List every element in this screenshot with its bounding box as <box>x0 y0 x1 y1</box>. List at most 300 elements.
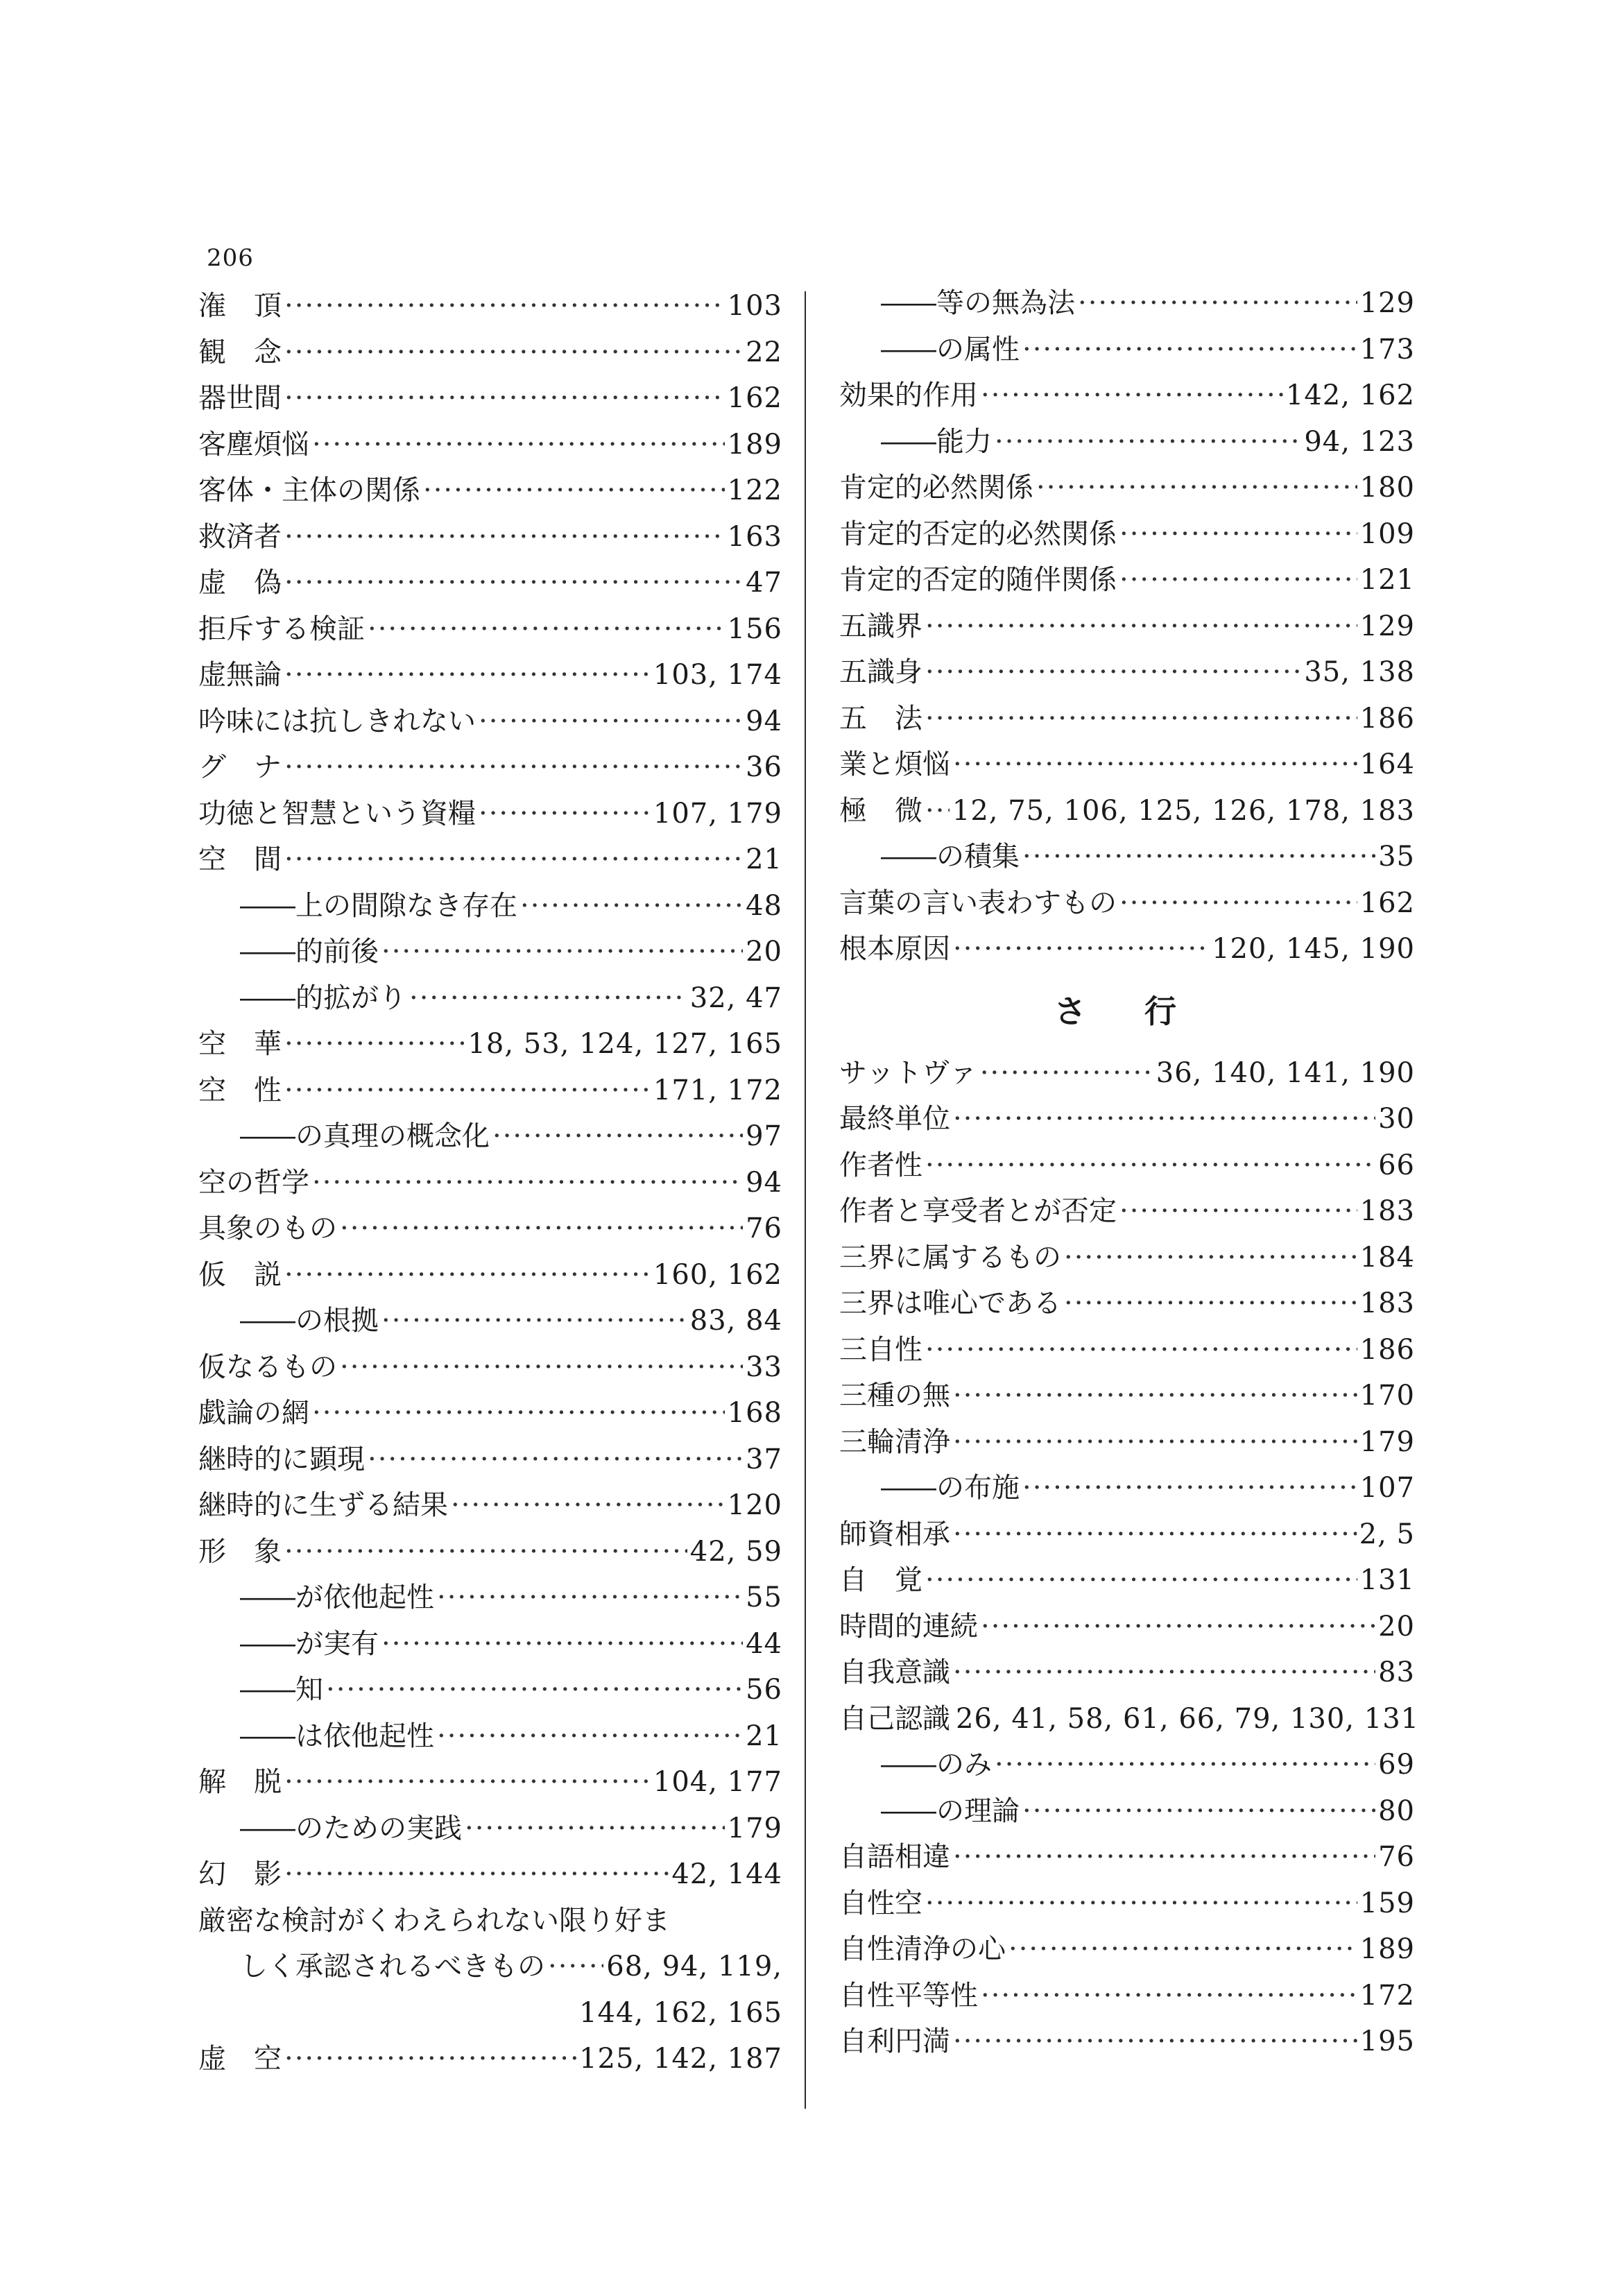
entry-pages: 189 <box>727 428 782 461</box>
index-entry <box>839 1280 1415 1327</box>
dot-leader <box>953 1834 1375 1881</box>
entry-term: ――等の無為法 <box>881 287 1075 319</box>
index-entry <box>198 1068 782 1114</box>
index-entry <box>839 465 1415 511</box>
entry-term: 最終単位 <box>839 1103 950 1135</box>
entry-term: 救済者 <box>198 520 282 553</box>
entry-pages: 103 <box>727 290 782 322</box>
entry-pages: 122 <box>727 474 782 506</box>
index-entry <box>839 1926 1415 1973</box>
entry-pages: 2, 5 <box>1359 1518 1415 1550</box>
index-entry <box>839 880 1415 927</box>
entry-pages: 120, 145, 190 <box>1212 933 1415 965</box>
entry-pages: 21 <box>746 1720 782 1752</box>
entry-term: 戯論の網 <box>198 1397 309 1429</box>
index-entry <box>198 1021 782 1068</box>
entry-pages: 184 <box>1359 1241 1415 1274</box>
entry-term: 空 華 <box>198 1028 282 1060</box>
index-entry <box>839 1973 1415 2019</box>
entry-pages: 56 <box>746 1674 782 1706</box>
entry-pages: 18, 53, 124, 127, 165 <box>467 1028 782 1060</box>
dot-leader <box>953 742 1357 788</box>
entry-term: 作者性 <box>839 1149 922 1181</box>
dot-leader <box>284 1759 651 1806</box>
entry-pages: 66 <box>1378 1149 1415 1181</box>
entry-pages: 103, 174 <box>653 659 782 691</box>
dot-leader <box>381 1298 687 1344</box>
index-entry <box>198 375 782 422</box>
entry-term-line1: 厳密な検討がくわえられない限り好ま <box>198 1904 670 1937</box>
index-subentry <box>839 419 1415 465</box>
entry-pages: 129 <box>1359 287 1415 319</box>
index-entry <box>839 2019 1415 2065</box>
entry-pages: 163 <box>727 520 782 553</box>
entry-term: 客体・主体の関係 <box>198 474 420 506</box>
entry-pages: 12, 75, 106, 125, 126, 178, 183 <box>952 794 1415 827</box>
entry-term: 三輪清浄 <box>839 1425 950 1458</box>
dot-leader <box>995 419 1301 465</box>
entry-term: 自性空 <box>839 1887 922 1919</box>
entry-term: 仮 説 <box>198 1258 282 1291</box>
entry-pages: 55 <box>746 1582 782 1613</box>
index-entry-multiline <box>198 1898 782 2037</box>
entry-pages: 156 <box>727 612 782 645</box>
entry-pages: 26, 41, 58, 61, 66, 79, 130, 131 <box>956 1702 1420 1735</box>
entry-term: ――は依他起性 <box>240 1720 434 1752</box>
entry-term: 五識身 <box>839 656 922 688</box>
dot-leader <box>981 372 1283 419</box>
index-entry <box>839 1327 1415 1373</box>
index-entry <box>198 2036 782 2082</box>
dot-leader <box>953 1650 1375 1696</box>
entry-term: 自性清浄の心 <box>839 1933 1006 1965</box>
entry-term: グ ナ <box>198 751 282 783</box>
dot-leader <box>284 652 651 699</box>
entry-pages: 173 <box>1359 333 1415 366</box>
index-entry <box>839 1557 1415 1604</box>
entry-term: しく承認されるべきもの <box>240 1951 545 1982</box>
dot-leader <box>953 926 1209 973</box>
entry-pages: 195 <box>1359 2025 1415 2057</box>
dot-leader <box>340 1344 743 1391</box>
index-entry <box>198 514 782 560</box>
column-divider <box>805 291 806 2109</box>
index-entry <box>839 1142 1415 1189</box>
index-subentry <box>198 1713 782 1760</box>
index-column-right <box>839 280 1420 2065</box>
dot-leader <box>465 1806 725 1852</box>
dot-leader <box>326 1667 743 1713</box>
entry-pages: 142, 162 <box>1285 379 1415 411</box>
index-entry <box>839 1511 1415 1558</box>
dot-leader <box>312 1160 743 1206</box>
entry-pages-continued: 144, 162, 165 <box>579 1996 782 2029</box>
dot-leader <box>451 1482 725 1529</box>
entry-term: 観 念 <box>198 336 282 368</box>
entry-term: 業と煩悩 <box>839 748 950 780</box>
index-entry <box>839 1696 1420 1742</box>
entry-term: ――の布施 <box>881 1472 1020 1504</box>
entry-term: ――能力 <box>881 425 992 458</box>
entry-pages: 21 <box>746 843 782 875</box>
entry-pages: 97 <box>746 1120 782 1152</box>
entry-pages: 35 <box>1378 841 1415 873</box>
entry-term: 自語相違 <box>839 1841 950 1873</box>
index-entry <box>839 696 1415 742</box>
index-subentry <box>839 834 1415 880</box>
index-entry <box>198 1252 782 1299</box>
entry-term: 空の哲学 <box>198 1166 309 1199</box>
dot-leader <box>1119 880 1357 927</box>
entry-pages: 179 <box>1359 1425 1415 1458</box>
index-entry <box>198 1851 782 1898</box>
dot-leader <box>925 696 1357 742</box>
index-subentry <box>198 929 782 975</box>
entry-term: ――的前後 <box>240 936 379 968</box>
entry-term: 具象のもの <box>198 1213 337 1244</box>
entry-term: 時間的連続 <box>839 1610 978 1643</box>
entry-pages: 22 <box>746 336 782 368</box>
entry-term: 解 脱 <box>198 1766 282 1798</box>
page-number: 206 <box>207 244 254 272</box>
entry-pages: 69 <box>1378 1749 1415 1781</box>
index-entry <box>839 649 1415 696</box>
index-subentry <box>198 1575 782 1621</box>
dot-leader <box>925 1142 1375 1189</box>
entry-term: 肯定的必然関係 <box>839 472 1033 504</box>
index-subentry <box>198 883 782 929</box>
entry-pages: 80 <box>1378 1794 1415 1827</box>
entry-term: ――のための実践 <box>240 1812 462 1844</box>
dot-leader <box>437 1713 743 1760</box>
dot-leader <box>284 1252 651 1299</box>
entry-pages: 180 <box>1359 472 1415 504</box>
dot-leader <box>423 468 725 514</box>
dot-leader <box>1119 1188 1357 1235</box>
entry-pages: 94 <box>746 1166 782 1199</box>
entry-pages: 121 <box>1359 564 1415 596</box>
dot-leader <box>284 329 743 376</box>
index-entry <box>198 606 782 653</box>
entry-pages: 20 <box>746 936 782 968</box>
entry-pages: 76 <box>1378 1841 1415 1873</box>
entry-term: 効果的作用 <box>839 379 978 411</box>
dot-leader <box>284 744 743 791</box>
entry-pages: 172 <box>1359 1979 1415 2012</box>
dot-leader <box>284 837 743 883</box>
index-entry <box>839 603 1415 650</box>
dot-leader <box>1022 1788 1375 1835</box>
entry-term: 継時的に顕現 <box>198 1443 365 1475</box>
entry-pages: 186 <box>1359 1333 1415 1366</box>
dot-leader <box>953 2019 1357 2065</box>
entry-term: 空 間 <box>198 843 282 875</box>
entry-pages: 48 <box>746 889 782 922</box>
entry-pages: 120 <box>727 1489 782 1521</box>
entry-line2 <box>198 1944 782 1990</box>
entry-term: ――知 <box>240 1674 323 1706</box>
entry-pages: 183 <box>1359 1195 1415 1227</box>
entry-term: 形 象 <box>198 1535 282 1568</box>
index-entry <box>839 372 1415 419</box>
entry-pages: 171, 172 <box>653 1074 782 1106</box>
entry-term: 虚無論 <box>198 659 282 691</box>
index-subentry <box>198 1113 782 1160</box>
index-subentry <box>839 327 1415 373</box>
entry-pages: 162 <box>727 382 782 414</box>
entry-term: 根本原因 <box>839 933 950 965</box>
entry-term: ――の積集 <box>881 841 1020 873</box>
index-entry <box>839 1096 1415 1142</box>
dot-leader <box>953 1511 1357 1558</box>
dot-leader <box>925 1881 1357 1927</box>
dot-leader <box>312 1390 725 1437</box>
dot-leader <box>1022 834 1375 880</box>
index-entry <box>839 557 1415 603</box>
entry-pages: 37 <box>746 1443 782 1475</box>
entry-pages: 125, 142, 187 <box>579 2043 782 2075</box>
index-entry <box>198 1344 782 1391</box>
index-subentry <box>198 1621 782 1668</box>
index-entry <box>198 791 782 837</box>
index-entry <box>198 560 782 606</box>
entry-pages: 162 <box>1359 886 1415 919</box>
entry-pages: 131 <box>1359 1564 1415 1596</box>
entry-pages: 189 <box>1359 1933 1415 1965</box>
index-entry <box>839 1419 1415 1466</box>
entry-pages: 160, 162 <box>653 1258 782 1291</box>
index-entry <box>198 744 782 791</box>
index-entry <box>198 1482 782 1529</box>
entry-pages: 30 <box>1378 1103 1415 1135</box>
index-entry <box>198 652 782 699</box>
index-entry <box>839 926 1415 973</box>
entry-pages: 183 <box>1359 1287 1415 1319</box>
entry-term: 自性平等性 <box>839 1979 978 2012</box>
dot-leader <box>925 649 1301 696</box>
dot-leader <box>284 1529 687 1575</box>
dot-leader <box>925 603 1357 650</box>
entry-pages: 186 <box>1359 702 1415 735</box>
index-entry <box>839 511 1415 558</box>
dot-leader <box>409 975 687 1022</box>
entry-term: 師資相承 <box>839 1518 950 1550</box>
section-header: さ 行 <box>1054 992 1200 1030</box>
entry-term: 仮なるもの <box>198 1351 337 1383</box>
dot-leader <box>1119 511 1357 558</box>
index-column-left <box>198 283 782 2082</box>
entry-pages: 68, 94, 119, <box>606 1951 782 1982</box>
entry-pages: 42, 144 <box>671 1858 782 1890</box>
dot-leader <box>925 788 950 834</box>
entry-term: 肯定的否定的随伴関係 <box>839 564 1117 596</box>
entry-term: 器世間 <box>198 382 282 414</box>
index-entry <box>839 742 1415 788</box>
dot-leader <box>479 791 651 837</box>
index-entry <box>839 1188 1415 1235</box>
index-entry <box>839 1373 1415 1419</box>
entry-pages: 179 <box>727 1812 782 1844</box>
entry-pages: 83, 84 <box>689 1305 782 1337</box>
dot-leader <box>284 1851 669 1898</box>
dot-leader <box>520 883 743 929</box>
dot-leader <box>479 699 743 745</box>
dot-leader <box>284 283 725 329</box>
entry-pages: 109 <box>1359 517 1415 550</box>
index-entry <box>198 1206 782 1252</box>
dot-leader <box>492 1113 743 1160</box>
index-subentry <box>198 1667 782 1713</box>
dot-leader <box>284 1021 465 1068</box>
entry-pages: 83 <box>1378 1656 1415 1688</box>
index-entry <box>198 837 782 883</box>
dot-leader <box>437 1575 743 1621</box>
dot-leader <box>953 1419 1357 1466</box>
entry-pages: 94 <box>746 705 782 737</box>
dot-leader <box>1119 557 1357 603</box>
entry-pages: 168 <box>727 1397 782 1429</box>
dot-leader <box>368 606 725 653</box>
index-entry <box>198 1160 782 1206</box>
entry-pages: 33 <box>746 1351 782 1383</box>
entry-pages: 159 <box>1359 1887 1415 1919</box>
index-subentry <box>839 1465 1415 1511</box>
index-subentry <box>198 1806 782 1852</box>
entry-term: 自利円満 <box>839 2025 950 2057</box>
entry-pages: 107 <box>1359 1472 1415 1504</box>
entry-term: 継時的に生ずる結果 <box>198 1489 448 1521</box>
entry-term: 吟味には抗しきれない <box>198 705 476 737</box>
dot-leader <box>284 514 725 560</box>
entry-term: 作者と享受者とが否定 <box>839 1195 1117 1227</box>
entry-term: 極 微 <box>839 794 922 827</box>
dot-leader <box>1078 280 1357 327</box>
entry-term: ――のみ <box>881 1749 992 1781</box>
entry-pages: 107, 179 <box>653 797 782 830</box>
entry-pages: 170 <box>1359 1380 1415 1412</box>
entry-term: ――の属性 <box>881 333 1020 366</box>
index-entry <box>198 699 782 745</box>
index-entry <box>839 1050 1415 1097</box>
dot-leader <box>1064 1235 1357 1281</box>
entry-term: 三種の無 <box>839 1380 950 1412</box>
entry-pages: 129 <box>1359 610 1415 642</box>
entry-term: サットヴァ <box>839 1056 977 1089</box>
index-entry <box>839 1650 1415 1696</box>
entry-term: ――の根拠 <box>240 1305 379 1337</box>
index-subentry <box>839 280 1415 327</box>
entry-term: 虚 空 <box>198 2043 282 2075</box>
entry-pages: 32, 47 <box>689 982 782 1014</box>
index-entry <box>198 1529 782 1575</box>
dot-leader <box>1022 1465 1357 1511</box>
entry-pages: 35, 138 <box>1304 656 1415 688</box>
index-subentry <box>198 1298 782 1344</box>
index-entry <box>198 468 782 514</box>
dot-leader <box>925 1557 1357 1604</box>
dot-leader <box>340 1206 743 1252</box>
dot-leader <box>368 1437 743 1483</box>
dot-leader <box>284 560 743 606</box>
dot-leader <box>980 1050 1153 1097</box>
entry-term: 客塵煩悩 <box>198 428 309 461</box>
entry-term: ――が依他起性 <box>240 1582 434 1613</box>
dot-leader <box>1036 465 1357 511</box>
entry-term: 言葉の言い表わすもの <box>839 886 1117 919</box>
entry-term: ――の理論 <box>881 1794 1020 1827</box>
entry-pages: 20 <box>1378 1610 1415 1643</box>
entry-term: 虚 偽 <box>198 567 282 599</box>
dot-leader <box>1064 1280 1357 1327</box>
dot-leader <box>981 1973 1357 2019</box>
index-entry <box>839 1881 1415 1927</box>
dot-leader <box>284 1068 651 1114</box>
entry-term: 肯定的否定的必然関係 <box>839 517 1117 550</box>
index-entry <box>839 1834 1415 1881</box>
index-entry <box>839 788 1415 834</box>
dot-leader <box>284 2036 576 2082</box>
entry-term: ――上の間隙なき存在 <box>240 889 517 922</box>
entry-pages: 164 <box>1359 748 1415 780</box>
entry-pages: 76 <box>746 1213 782 1244</box>
dot-leader <box>284 375 725 422</box>
index-subentry <box>839 1742 1415 1788</box>
entry-term: 功徳と智慧という資糧 <box>198 797 476 830</box>
entry-pages: 44 <box>746 1627 782 1660</box>
entry-pages: 94, 123 <box>1304 425 1415 458</box>
dot-leader <box>1022 327 1357 373</box>
dot-leader <box>1008 1926 1357 1973</box>
index-entry <box>839 1604 1415 1650</box>
entry-pages: 42, 59 <box>689 1535 782 1568</box>
dot-leader <box>953 1096 1375 1142</box>
index-entry <box>198 1437 782 1483</box>
entry-term: 自己認識 <box>839 1702 950 1735</box>
entry-term: 三自性 <box>839 1333 922 1366</box>
dot-leader <box>381 1621 743 1668</box>
index-entry <box>198 283 782 329</box>
entry-term: 自 覚 <box>839 1564 922 1596</box>
dot-leader <box>381 929 743 975</box>
entry-pages: 104, 177 <box>653 1766 782 1798</box>
dot-leader <box>953 1373 1357 1419</box>
entry-term: ――の真理の概念化 <box>240 1120 490 1152</box>
dot-leader <box>981 1604 1375 1650</box>
index-entry <box>198 422 782 468</box>
entry-term: ――的拡がり <box>240 982 406 1014</box>
index-subentry <box>198 975 782 1022</box>
entry-pages: 47 <box>746 567 782 599</box>
entry-term: ――が実有 <box>240 1627 379 1660</box>
dot-leader <box>312 422 725 468</box>
entry-pages: 36 <box>746 751 782 783</box>
index-subentry <box>839 1788 1415 1835</box>
entry-term: 潅 頂 <box>198 290 282 322</box>
entry-pages: 36, 140, 141, 190 <box>1156 1056 1415 1089</box>
entry-term: 自我意識 <box>839 1656 950 1688</box>
entry-term: 拒斥する検証 <box>198 612 365 645</box>
dot-leader <box>548 1944 603 1990</box>
entry-term: 五 法 <box>839 702 922 735</box>
index-entry <box>198 329 782 376</box>
index-entry <box>198 1759 782 1806</box>
entry-term: 幻 影 <box>198 1858 282 1890</box>
dot-leader <box>925 1327 1357 1373</box>
entry-term: 三界は唯心である <box>839 1287 1061 1319</box>
dot-leader <box>995 1742 1375 1788</box>
entry-term: 空 性 <box>198 1074 282 1106</box>
entry-term: 三界に属するもの <box>839 1241 1061 1274</box>
